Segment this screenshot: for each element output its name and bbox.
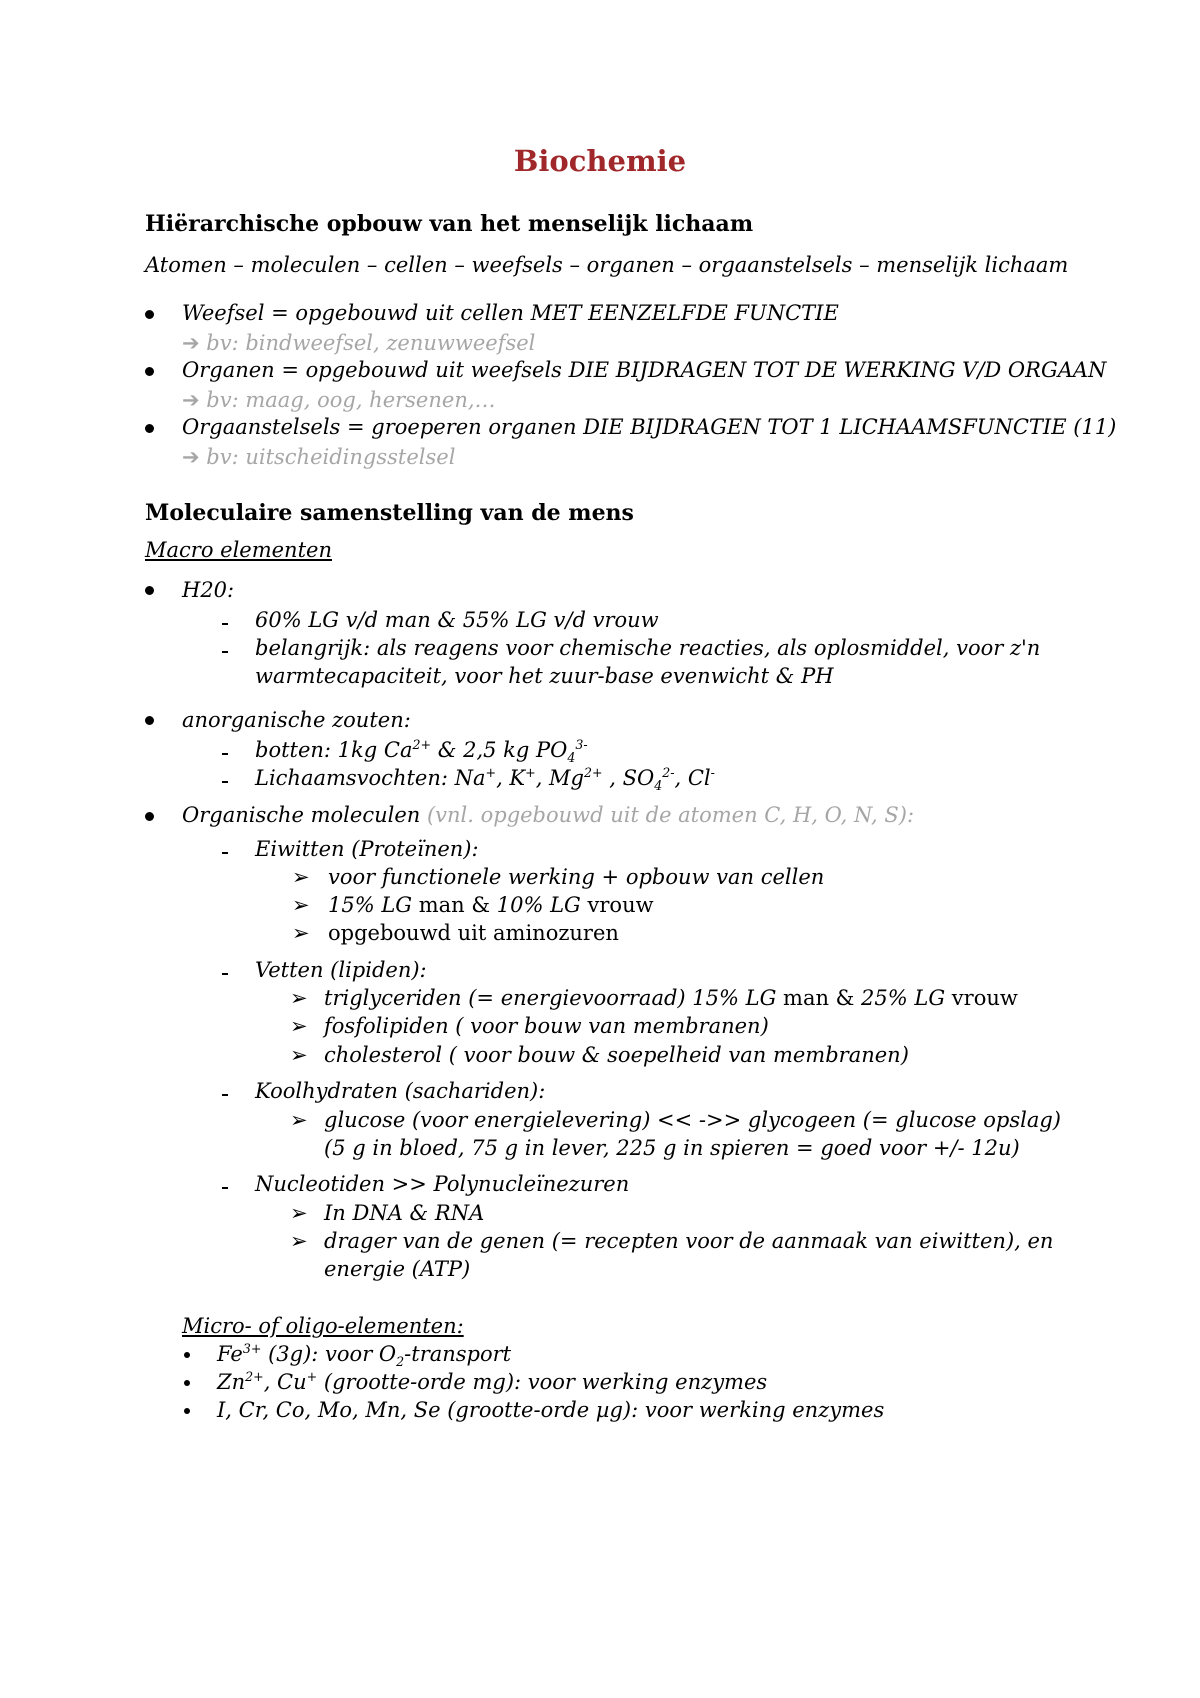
h2o-sub2a: belangrijk: als reagens voor chemische reacties, als oplosmiddel, voor z'n <box>255 636 1041 660</box>
nucleotiden-a: In DNA & RNA <box>324 1201 485 1225</box>
micro-elementen-title: Micro- of oligo-elementen: <box>182 1314 464 1338</box>
dash-icon <box>222 753 228 755</box>
dash-icon <box>222 781 228 783</box>
bullet-icon <box>184 1380 190 1386</box>
arrowhead-bullet-icon: ➢ <box>290 986 308 1010</box>
hierarchy-line: Atomen – moleculen – cellen – weefsels – organen – orgaanstelsels – menselijk lichaam <box>145 253 1069 277</box>
micro-fe-line: $Fe^{3+}$ (3g): voor $O_2$-transport <box>217 1341 512 1370</box>
right-arrow-icon: ➔ <box>182 331 207 355</box>
arrowhead-bullet-icon: ➢ <box>290 1201 308 1225</box>
list-item-orgaanstelsels: Orgaanstelsels = groeperen organen DIE BIJDRAGEN TOT 1 LICHAAMSFUNCTIE (11) <box>182 415 1117 439</box>
vetten-label: Vetten (lipiden): <box>255 958 427 982</box>
koolhydraten-a: glucose (voor energielevering) << ->> glycogeen (= glucose opslag) <box>324 1108 1061 1132</box>
arrowhead-bullet-icon: ➢ <box>292 865 310 889</box>
arrowhead-bullet-icon: ➢ <box>290 1229 308 1253</box>
bullet-icon <box>184 1408 190 1414</box>
nucleotiden-label: Nucleotiden >> Polynucleïnezuren <box>255 1172 630 1196</box>
eiwitten-c: opgebouwd uit aminozuren <box>328 921 619 945</box>
dash-icon <box>222 1187 228 1189</box>
example-organen: ➔ bv: maag, oog, hersenen,… <box>182 388 496 412</box>
eiwitten-a: voor functionele werking + opbouw van cellen <box>328 865 825 889</box>
botten-line: botten: 1kg $Ca^{2+}$ & 2,5 kg $PO_4^{3-}$ <box>255 737 588 766</box>
koolhydraten-label: Koolhydraten (sachariden): <box>255 1079 546 1103</box>
dash-icon <box>222 852 228 854</box>
list-item-weefsel: Weefsel = opgebouwd uit cellen MET EENZELFDE FUNCTIE <box>182 301 839 325</box>
macro-elementen-title: Macro elementen <box>145 538 332 562</box>
arrowhead-bullet-icon: ➢ <box>290 1108 308 1132</box>
bullet-icon <box>145 310 154 319</box>
bullet-icon <box>145 367 154 376</box>
arrowhead-bullet-icon: ➢ <box>290 1014 308 1038</box>
h2o-label: H20: <box>182 578 235 602</box>
example-orgaanstelsels: ➔ bv: uitscheidingsstelsel <box>182 445 456 469</box>
micro-i-line: I, Cr, Co, Mo, Mn, Se (grootte-orde µg): voor werking enzymes <box>217 1398 885 1422</box>
lichaamsvochten-line: Lichaamsvochten: Na+, K+, $Mg^{2+}$ , $SO_4^{2-}$, Cl- <box>255 765 715 794</box>
zouten-label: anorganische zouten: <box>182 708 411 732</box>
h2o-sub1: 60% LG v/d man & 55% LG v/d vrouw <box>255 608 659 632</box>
arrowhead-bullet-icon: ➢ <box>292 893 310 917</box>
dash-icon <box>222 651 228 653</box>
nucleotiden-c: energie (ATP) <box>324 1257 471 1281</box>
eiwitten-b: 15% LG man & 10% LG vrouw <box>328 893 654 917</box>
arrowhead-bullet-icon: ➢ <box>292 921 310 945</box>
dash-icon <box>222 973 228 975</box>
section-heading-hierarchie: Hiërarchische opbouw van het menselijk lichaam <box>145 211 754 237</box>
vetten-b: fosfolipiden ( voor bouw van membranen) <box>324 1014 769 1038</box>
page-title: Biochemie <box>513 144 687 178</box>
h2o-sub2b: warmtecapaciteit, voor het zuur-base evenwicht & PH <box>255 664 834 688</box>
vetten-c: cholesterol ( voor bouw & soepelheid van membranen) <box>324 1043 909 1067</box>
right-arrow-icon: ➔ <box>182 445 207 469</box>
dash-icon <box>222 1094 228 1096</box>
vetten-a: triglyceriden (= energievoorraad) 15% LG man & 25% LG vrouw <box>324 986 1018 1010</box>
micro-zn-line: $Zn^{2+}$, Cu+ (grootte-orde mg): voor werking enzymes <box>217 1369 768 1394</box>
right-arrow-icon: ➔ <box>182 388 207 412</box>
koolhydraten-b: (5 g in bloed, 75 g in lever, 225 g in spieren = goed voor +/- 12u) <box>324 1136 1020 1160</box>
bullet-icon <box>145 424 154 433</box>
list-item-organen: Organen = opgebouwd uit weefsels DIE BIJDRAGEN TOT DE WERKING V/D ORGAAN <box>182 358 1107 382</box>
section-heading-moleculair: Moleculaire samenstelling van de mens <box>145 500 634 526</box>
example-weefsel: ➔ bv: bindweefsel, zenuwweefsel <box>182 331 536 355</box>
bullet-icon <box>145 812 154 821</box>
bullet-icon <box>184 1352 190 1358</box>
organisch-label: Organische moleculen (vnl. opgebouwd uit de atomen C, H, O, N, S): <box>182 803 915 827</box>
eiwitten-label: Eiwitten (Proteïnen): <box>255 837 479 861</box>
bullet-icon <box>145 716 154 725</box>
dash-icon <box>222 623 228 625</box>
nucleotiden-b: drager van de genen (= recepten voor de aanmaak van eiwitten), en <box>324 1229 1054 1253</box>
arrowhead-bullet-icon: ➢ <box>290 1043 308 1067</box>
bullet-icon <box>145 586 154 595</box>
